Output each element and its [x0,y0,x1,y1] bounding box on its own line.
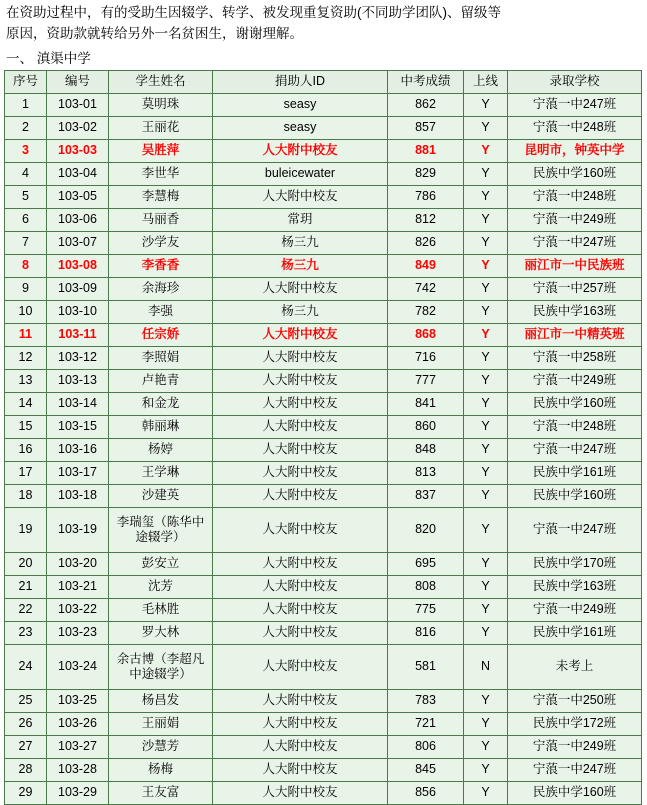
cell-name: 杨婷 [109,438,213,461]
cell-code: 103-02 [47,116,109,139]
cell-pass: Y [464,392,508,415]
cell-pass: Y [464,781,508,804]
cell-no: 27 [5,735,47,758]
cell-code: 103-05 [47,185,109,208]
intro-line-2: 原因，资助款就转给另外一名贫困生，谢谢理解。 [6,26,303,42]
table-row [5,93,642,116]
cell-school: 宁蒗一中247班 [508,758,642,781]
cell-donor: 人大附中校友 [213,575,388,598]
cell-score: 862 [388,93,464,116]
section-title: 一、 滇渠中学 [6,50,91,66]
cell-score: 775 [388,598,464,621]
table-row [5,438,642,461]
cell-school: 宁蒗一中248班 [508,185,642,208]
cell-no: 28 [5,758,47,781]
column-header-donor: 捐助人ID [213,70,388,93]
table-body [5,93,642,804]
cell-donor: 人大附中校友 [213,552,388,575]
cell-score: 849 [388,254,464,277]
cell-no: 18 [5,484,47,507]
table-row [5,392,642,415]
cell-no: 1 [5,93,47,116]
cell-code: 103-21 [47,575,109,598]
cell-name: 李照娟 [109,346,213,369]
cell-no: 5 [5,185,47,208]
cell-name: 卢艳青 [109,369,213,392]
cell-code: 103-06 [47,208,109,231]
cell-code: 103-29 [47,781,109,804]
column-header-name: 学生姓名 [109,70,213,93]
cell-pass: Y [464,277,508,300]
cell-no: 6 [5,208,47,231]
cell-name: 吴胜萍 [109,139,213,162]
table-row [5,735,642,758]
cell-no: 4 [5,162,47,185]
cell-pass: Y [464,484,508,507]
cell-school: 宁蒗一中249班 [508,369,642,392]
cell-score: 829 [388,162,464,185]
cell-pass: Y [464,208,508,231]
cell-score: 783 [388,689,464,712]
cell-pass: Y [464,735,508,758]
cell-donor: 人大附中校友 [213,758,388,781]
cell-school: 宁蒗一中248班 [508,116,642,139]
cell-pass: Y [464,575,508,598]
cell-no: 8 [5,254,47,277]
cell-code: 103-15 [47,415,109,438]
cell-no: 13 [5,369,47,392]
column-header-no: 序号 [5,70,47,93]
cell-name: 莫明珠 [109,93,213,116]
cell-name: 沈芳 [109,575,213,598]
cell-name: 彭安立 [109,552,213,575]
cell-donor: 人大附中校友 [213,392,388,415]
cell-donor: 人大附中校友 [213,438,388,461]
cell-name: 王学琳 [109,461,213,484]
cell-school: 民族中学160班 [508,162,642,185]
table-row [5,277,642,300]
intro-text [0,0,647,45]
cell-no: 14 [5,392,47,415]
cell-school: 宁蒗一中249班 [508,735,642,758]
cell-score: 716 [388,346,464,369]
cell-donor: seasy [213,116,388,139]
cell-pass: N [464,644,508,689]
cell-name: 王丽娟 [109,712,213,735]
cell-name: 杨昌发 [109,689,213,712]
cell-no: 17 [5,461,47,484]
cell-donor: 人大附中校友 [213,689,388,712]
table-row [5,484,642,507]
cell-score: 856 [388,781,464,804]
cell-score: 742 [388,277,464,300]
cell-score: 860 [388,415,464,438]
cell-code: 103-20 [47,552,109,575]
cell-name: 李香香 [109,254,213,277]
cell-donor: 人大附中校友 [213,415,388,438]
cell-name: 沙慧芳 [109,735,213,758]
cell-school: 民族中学161班 [508,621,642,644]
cell-no: 11 [5,323,47,346]
table-row [5,162,642,185]
cell-donor: buleicewater [213,162,388,185]
table-row [5,139,642,162]
table-row [5,689,642,712]
cell-code: 103-09 [47,277,109,300]
cell-donor: 人大附中校友 [213,369,388,392]
table-row [5,781,642,804]
cell-code: 103-08 [47,254,109,277]
cell-score: 786 [388,185,464,208]
cell-name: 毛林胜 [109,598,213,621]
cell-donor: 人大附中校友 [213,735,388,758]
cell-pass: Y [464,712,508,735]
cell-no: 2 [5,116,47,139]
cell-pass: Y [464,369,508,392]
cell-school: 宁蒗一中250班 [508,689,642,712]
cell-school: 宁蒗一中257班 [508,277,642,300]
cell-school: 未考上 [508,644,642,689]
cell-code: 103-03 [47,139,109,162]
cell-school: 民族中学170班 [508,552,642,575]
cell-score: 826 [388,231,464,254]
cell-donor: 人大附中校友 [213,277,388,300]
cell-school: 宁蒗一中247班 [508,507,642,552]
cell-score: 812 [388,208,464,231]
cell-name: 王丽花 [109,116,213,139]
cell-code: 103-01 [47,93,109,116]
column-header-code: 编号 [47,70,109,93]
cell-school: 昆明市，钟英中学 [508,139,642,162]
cell-no: 16 [5,438,47,461]
cell-code: 103-07 [47,231,109,254]
cell-pass: Y [464,231,508,254]
cell-name: 任宗娇 [109,323,213,346]
cell-name: 和金龙 [109,392,213,415]
cell-pass: Y [464,438,508,461]
cell-donor: 常玥 [213,208,388,231]
cell-code: 103-11 [47,323,109,346]
cell-pass: Y [464,621,508,644]
table-row [5,507,642,552]
cell-score: 581 [388,644,464,689]
cell-pass: Y [464,758,508,781]
cell-pass: Y [464,507,508,552]
cell-name: 李强 [109,300,213,323]
cell-school: 民族中学160班 [508,484,642,507]
students-table [4,70,642,805]
cell-name: 沙学友 [109,231,213,254]
cell-score: 806 [388,735,464,758]
cell-no: 25 [5,689,47,712]
cell-name: 沙建英 [109,484,213,507]
cell-donor: 人大附中校友 [213,507,388,552]
cell-name: 韩丽琳 [109,415,213,438]
cell-code: 103-17 [47,461,109,484]
cell-score: 816 [388,621,464,644]
table-header-row [5,70,642,93]
table-row [5,552,642,575]
cell-code: 103-27 [47,735,109,758]
cell-pass: Y [464,254,508,277]
cell-no: 22 [5,598,47,621]
cell-donor: 人大附中校友 [213,461,388,484]
cell-name: 马丽香 [109,208,213,231]
cell-no: 19 [5,507,47,552]
cell-name: 王友富 [109,781,213,804]
cell-pass: Y [464,598,508,621]
cell-no: 9 [5,277,47,300]
cell-school: 民族中学161班 [508,461,642,484]
cell-code: 103-19 [47,507,109,552]
cell-donor: 人大附中校友 [213,598,388,621]
table-row [5,300,642,323]
cell-code: 103-24 [47,644,109,689]
cell-donor: 人大附中校友 [213,346,388,369]
column-header-school: 录取学校 [508,70,642,93]
table-row [5,208,642,231]
cell-donor: 杨三九 [213,254,388,277]
table-row [5,415,642,438]
cell-no: 10 [5,300,47,323]
table-row [5,598,642,621]
cell-score: 848 [388,438,464,461]
table-row [5,575,642,598]
cell-donor: 人大附中校友 [213,185,388,208]
cell-pass: Y [464,162,508,185]
cell-score: 881 [388,139,464,162]
table-row [5,369,642,392]
cell-pass: Y [464,139,508,162]
cell-name: 杨梅 [109,758,213,781]
cell-school: 丽江市一中民族班 [508,254,642,277]
cell-code: 103-28 [47,758,109,781]
column-header-pass: 上线 [464,70,508,93]
table-row [5,644,642,689]
cell-donor: 人大附中校友 [213,644,388,689]
cell-no: 23 [5,621,47,644]
cell-school: 丽江市一中精英班 [508,323,642,346]
cell-school: 宁蒗一中247班 [508,93,642,116]
cell-code: 103-18 [47,484,109,507]
table-row [5,254,642,277]
cell-score: 820 [388,507,464,552]
cell-no: 29 [5,781,47,804]
cell-school: 宁蒗一中249班 [508,208,642,231]
cell-score: 857 [388,116,464,139]
cell-score: 813 [388,461,464,484]
cell-donor: 人大附中校友 [213,621,388,644]
cell-name: 李慧梅 [109,185,213,208]
cell-code: 103-26 [47,712,109,735]
intro-line-1: 在资助过程中，有的受助生因辍学、转学、被发现重复资助(不同助学团队)、留级等 [6,5,501,20]
cell-donor: 人大附中校友 [213,484,388,507]
cell-no: 20 [5,552,47,575]
cell-name: 李瑞玺（陈华中途辍学） [109,507,213,552]
cell-pass: Y [464,415,508,438]
cell-code: 103-22 [47,598,109,621]
column-header-score: 中考成绩 [388,70,464,93]
cell-code: 103-25 [47,689,109,712]
table-row [5,185,642,208]
table-row [5,461,642,484]
cell-pass: Y [464,323,508,346]
cell-score: 837 [388,484,464,507]
cell-score: 845 [388,758,464,781]
cell-score: 841 [388,392,464,415]
cell-school: 民族中学160班 [508,781,642,804]
cell-pass: Y [464,346,508,369]
cell-pass: Y [464,461,508,484]
table-row [5,323,642,346]
cell-donor: 人大附中校友 [213,712,388,735]
cell-score: 782 [388,300,464,323]
cell-score: 808 [388,575,464,598]
cell-code: 103-12 [47,346,109,369]
table-row [5,116,642,139]
cell-school: 宁蒗一中247班 [508,231,642,254]
cell-name: 罗大林 [109,621,213,644]
cell-school: 民族中学163班 [508,300,642,323]
cell-code: 103-23 [47,621,109,644]
cell-school: 宁蒗一中247班 [508,438,642,461]
cell-school: 民族中学163班 [508,575,642,598]
cell-school: 宁蒗一中249班 [508,598,642,621]
cell-donor: 杨三九 [213,231,388,254]
table-row [5,346,642,369]
cell-pass: Y [464,116,508,139]
cell-school: 民族中学172班 [508,712,642,735]
cell-code: 103-04 [47,162,109,185]
cell-pass: Y [464,300,508,323]
cell-name: 余海珍 [109,277,213,300]
cell-code: 103-10 [47,300,109,323]
cell-code: 103-13 [47,369,109,392]
cell-score: 721 [388,712,464,735]
cell-donor: 人大附中校友 [213,139,388,162]
table-row [5,231,642,254]
cell-no: 7 [5,231,47,254]
cell-score: 868 [388,323,464,346]
cell-donor: 杨三九 [213,300,388,323]
cell-pass: Y [464,552,508,575]
cell-pass: Y [464,93,508,116]
cell-score: 695 [388,552,464,575]
cell-school: 民族中学160班 [508,392,642,415]
cell-school: 宁蒗一中258班 [508,346,642,369]
cell-no: 3 [5,139,47,162]
cell-name: 李世华 [109,162,213,185]
cell-no: 26 [5,712,47,735]
cell-school: 宁蒗一中248班 [508,415,642,438]
cell-no: 24 [5,644,47,689]
cell-code: 103-14 [47,392,109,415]
cell-donor: 人大附中校友 [213,323,388,346]
table-row [5,621,642,644]
cell-pass: Y [464,185,508,208]
cell-donor: seasy [213,93,388,116]
cell-pass: Y [464,689,508,712]
cell-score: 777 [388,369,464,392]
table-row [5,712,642,735]
cell-donor: 人大附中校友 [213,781,388,804]
cell-code: 103-16 [47,438,109,461]
cell-no: 15 [5,415,47,438]
cell-no: 12 [5,346,47,369]
cell-no: 21 [5,575,47,598]
table-row [5,758,642,781]
cell-name: 余古博（李超凡中途辍学） [109,644,213,689]
